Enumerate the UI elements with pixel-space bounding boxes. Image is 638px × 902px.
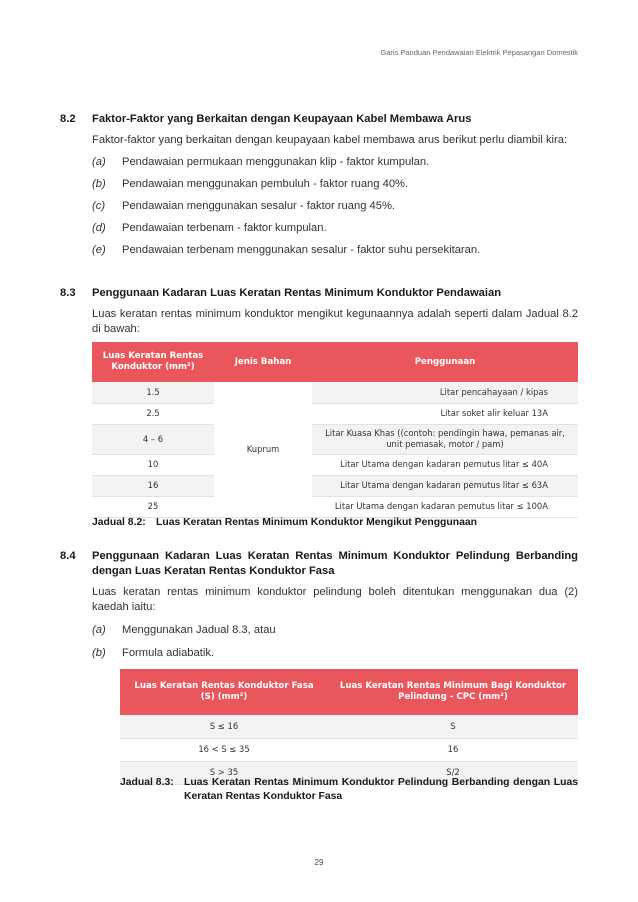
cell-usage: Litar soket alir keluar 13A xyxy=(312,403,578,424)
table-row xyxy=(92,403,578,424)
cell-area: 25 xyxy=(92,496,214,517)
cell-phase: S > 35 xyxy=(120,761,328,784)
section-intro: Faktor-faktor yang berkaitan dengan keupayaan kabel membawa arus berikut perlu diambil kira: xyxy=(92,134,568,146)
list-item xyxy=(92,177,578,192)
section-title: Faktor-Faktor yang Berkaitan dengan Keupayaan Kabel Membawa Arus xyxy=(92,113,472,125)
cell-phase: 16 < S ≤ 35 xyxy=(120,738,328,761)
caption-label: Jadual 8.2: xyxy=(92,517,146,528)
list-item xyxy=(92,243,578,258)
cell-area: 1.5 xyxy=(92,382,214,403)
list-item-text: Pendawaian menggunakan pembuluh - faktor ruang 40%. xyxy=(122,178,409,190)
caption-text: Luas Keratan Rentas Minimum Konduktor Pelindung Berbanding dengan Luas Keratan Rentas Konduktor Fasa xyxy=(184,777,578,802)
cell-area: 10 xyxy=(92,454,214,475)
caption-label: Jadual 8.3: xyxy=(120,777,174,788)
header-cpc: Luas Keratan Rentas Minimum Bagi Konduktor Pelindung - CPC (mm²) xyxy=(328,669,578,715)
list-item-label: (a) xyxy=(92,156,106,168)
table-row xyxy=(120,738,578,761)
cell-cpc: 16 xyxy=(328,738,578,761)
section-8-4 xyxy=(60,549,578,661)
table-row xyxy=(92,382,578,403)
table-caption xyxy=(120,776,578,804)
table-row xyxy=(92,475,578,496)
table-8-2 xyxy=(92,342,578,518)
list-item-label: (b) xyxy=(92,178,106,190)
section-heading xyxy=(60,112,578,127)
list-item xyxy=(92,646,578,661)
cell-usage: Litar pencahayaan / kipas xyxy=(312,382,578,403)
list-item-label: (d) xyxy=(92,222,106,234)
list-item xyxy=(92,623,578,638)
table-8-3 xyxy=(120,669,578,785)
list-item-label: (a) xyxy=(92,624,106,636)
section-heading xyxy=(60,286,578,301)
table-row xyxy=(92,496,578,517)
section-intro: Luas keratan rentas minimum konduktor mengikut kegunaannya adalah seperti dalam Jadual 8.2 di bawah: xyxy=(92,308,578,335)
list-item-label: (c) xyxy=(92,200,106,212)
cell-usage: Litar Utama dengan kadaran pemutus litar ≤ 63A xyxy=(312,475,578,496)
list-item xyxy=(92,155,578,170)
list-item-text: Menggunakan Jadual 8.3, atau xyxy=(122,624,276,636)
page-number: 29 xyxy=(314,858,324,867)
cell-cpc: S/2 xyxy=(328,761,578,784)
list-item xyxy=(92,221,578,236)
cell-material: Kuprum xyxy=(214,382,312,517)
list-item-text: Pendawaian terbenam menggunakan sesalur - faktor suhu persekitaran. xyxy=(122,244,481,256)
section-number: 8.4 xyxy=(60,550,76,562)
list-item-text: Formula adiabatik. xyxy=(122,647,215,659)
cell-usage: Litar Kuasa Khas ((contoh: pendingin hawa, pemanas air, unit pemasak, motor / pam) xyxy=(312,424,578,454)
table-header-row xyxy=(92,342,578,382)
section-title: Penggunaan Kadaran Luas Keratan Rentas Minimum Konduktor Pelindung Berbanding dengan Luas Keratan Rentas Konduktor Fasa xyxy=(92,550,578,577)
cell-phase: S ≤ 16 xyxy=(120,715,328,738)
section-8-2 xyxy=(60,112,578,258)
running-header: Garis Panduan Pendawaian Elektrik Pepasangan Domestik xyxy=(380,48,578,57)
list-item-text: Pendawaian menggunakan sesalur - faktor ruang 45%. xyxy=(122,200,396,212)
table-row xyxy=(92,454,578,475)
table-row xyxy=(120,715,578,738)
section-8-3 xyxy=(60,286,578,337)
cell-area: 4 – 6 xyxy=(92,424,214,454)
table-caption xyxy=(92,516,578,530)
list-item-text: Pendawaian terbenam - faktor kumpulan. xyxy=(122,222,327,234)
caption-text: Luas Keratan Rentas Minimum Konduktor Mengikut Penggunaan xyxy=(156,517,477,528)
section-number: 8.2 xyxy=(60,113,76,125)
table-header-row xyxy=(120,669,578,715)
cell-usage: Litar Utama dengan kadaran pemutus litar ≤ 40A xyxy=(312,454,578,475)
cell-usage: Litar Utama dengan kadaran pemutus litar ≤ 100A xyxy=(312,496,578,517)
header-material: Jenis Bahan xyxy=(214,342,312,382)
section-heading xyxy=(60,549,578,579)
list-item-label: (b) xyxy=(92,647,106,659)
table-row xyxy=(92,424,578,454)
cell-area: 2.5 xyxy=(92,403,214,424)
section-number: 8.3 xyxy=(60,287,76,299)
list-item-label: (e) xyxy=(92,244,106,256)
header-phase: Luas Keratan Rentas Konduktor Fasa (S) (mm²) xyxy=(120,669,328,715)
list-item xyxy=(92,199,578,214)
header-area: Luas Keratan Rentas Konduktor (mm²) xyxy=(92,342,214,382)
cell-cpc: S xyxy=(328,715,578,738)
list-item-text: Pendawaian permukaan menggunakan klip - faktor kumpulan. xyxy=(122,156,430,168)
cell-area: 16 xyxy=(92,475,214,496)
section-title: Penggunaan Kadaran Luas Keratan Rentas Minimum Konduktor Pendawaian xyxy=(92,287,502,299)
section-intro: Luas keratan rentas minimum konduktor pelindung boleh ditentukan menggunakan dua (2) kaedah iaitu: xyxy=(92,586,578,613)
header-usage: Penggunaan xyxy=(312,342,578,382)
